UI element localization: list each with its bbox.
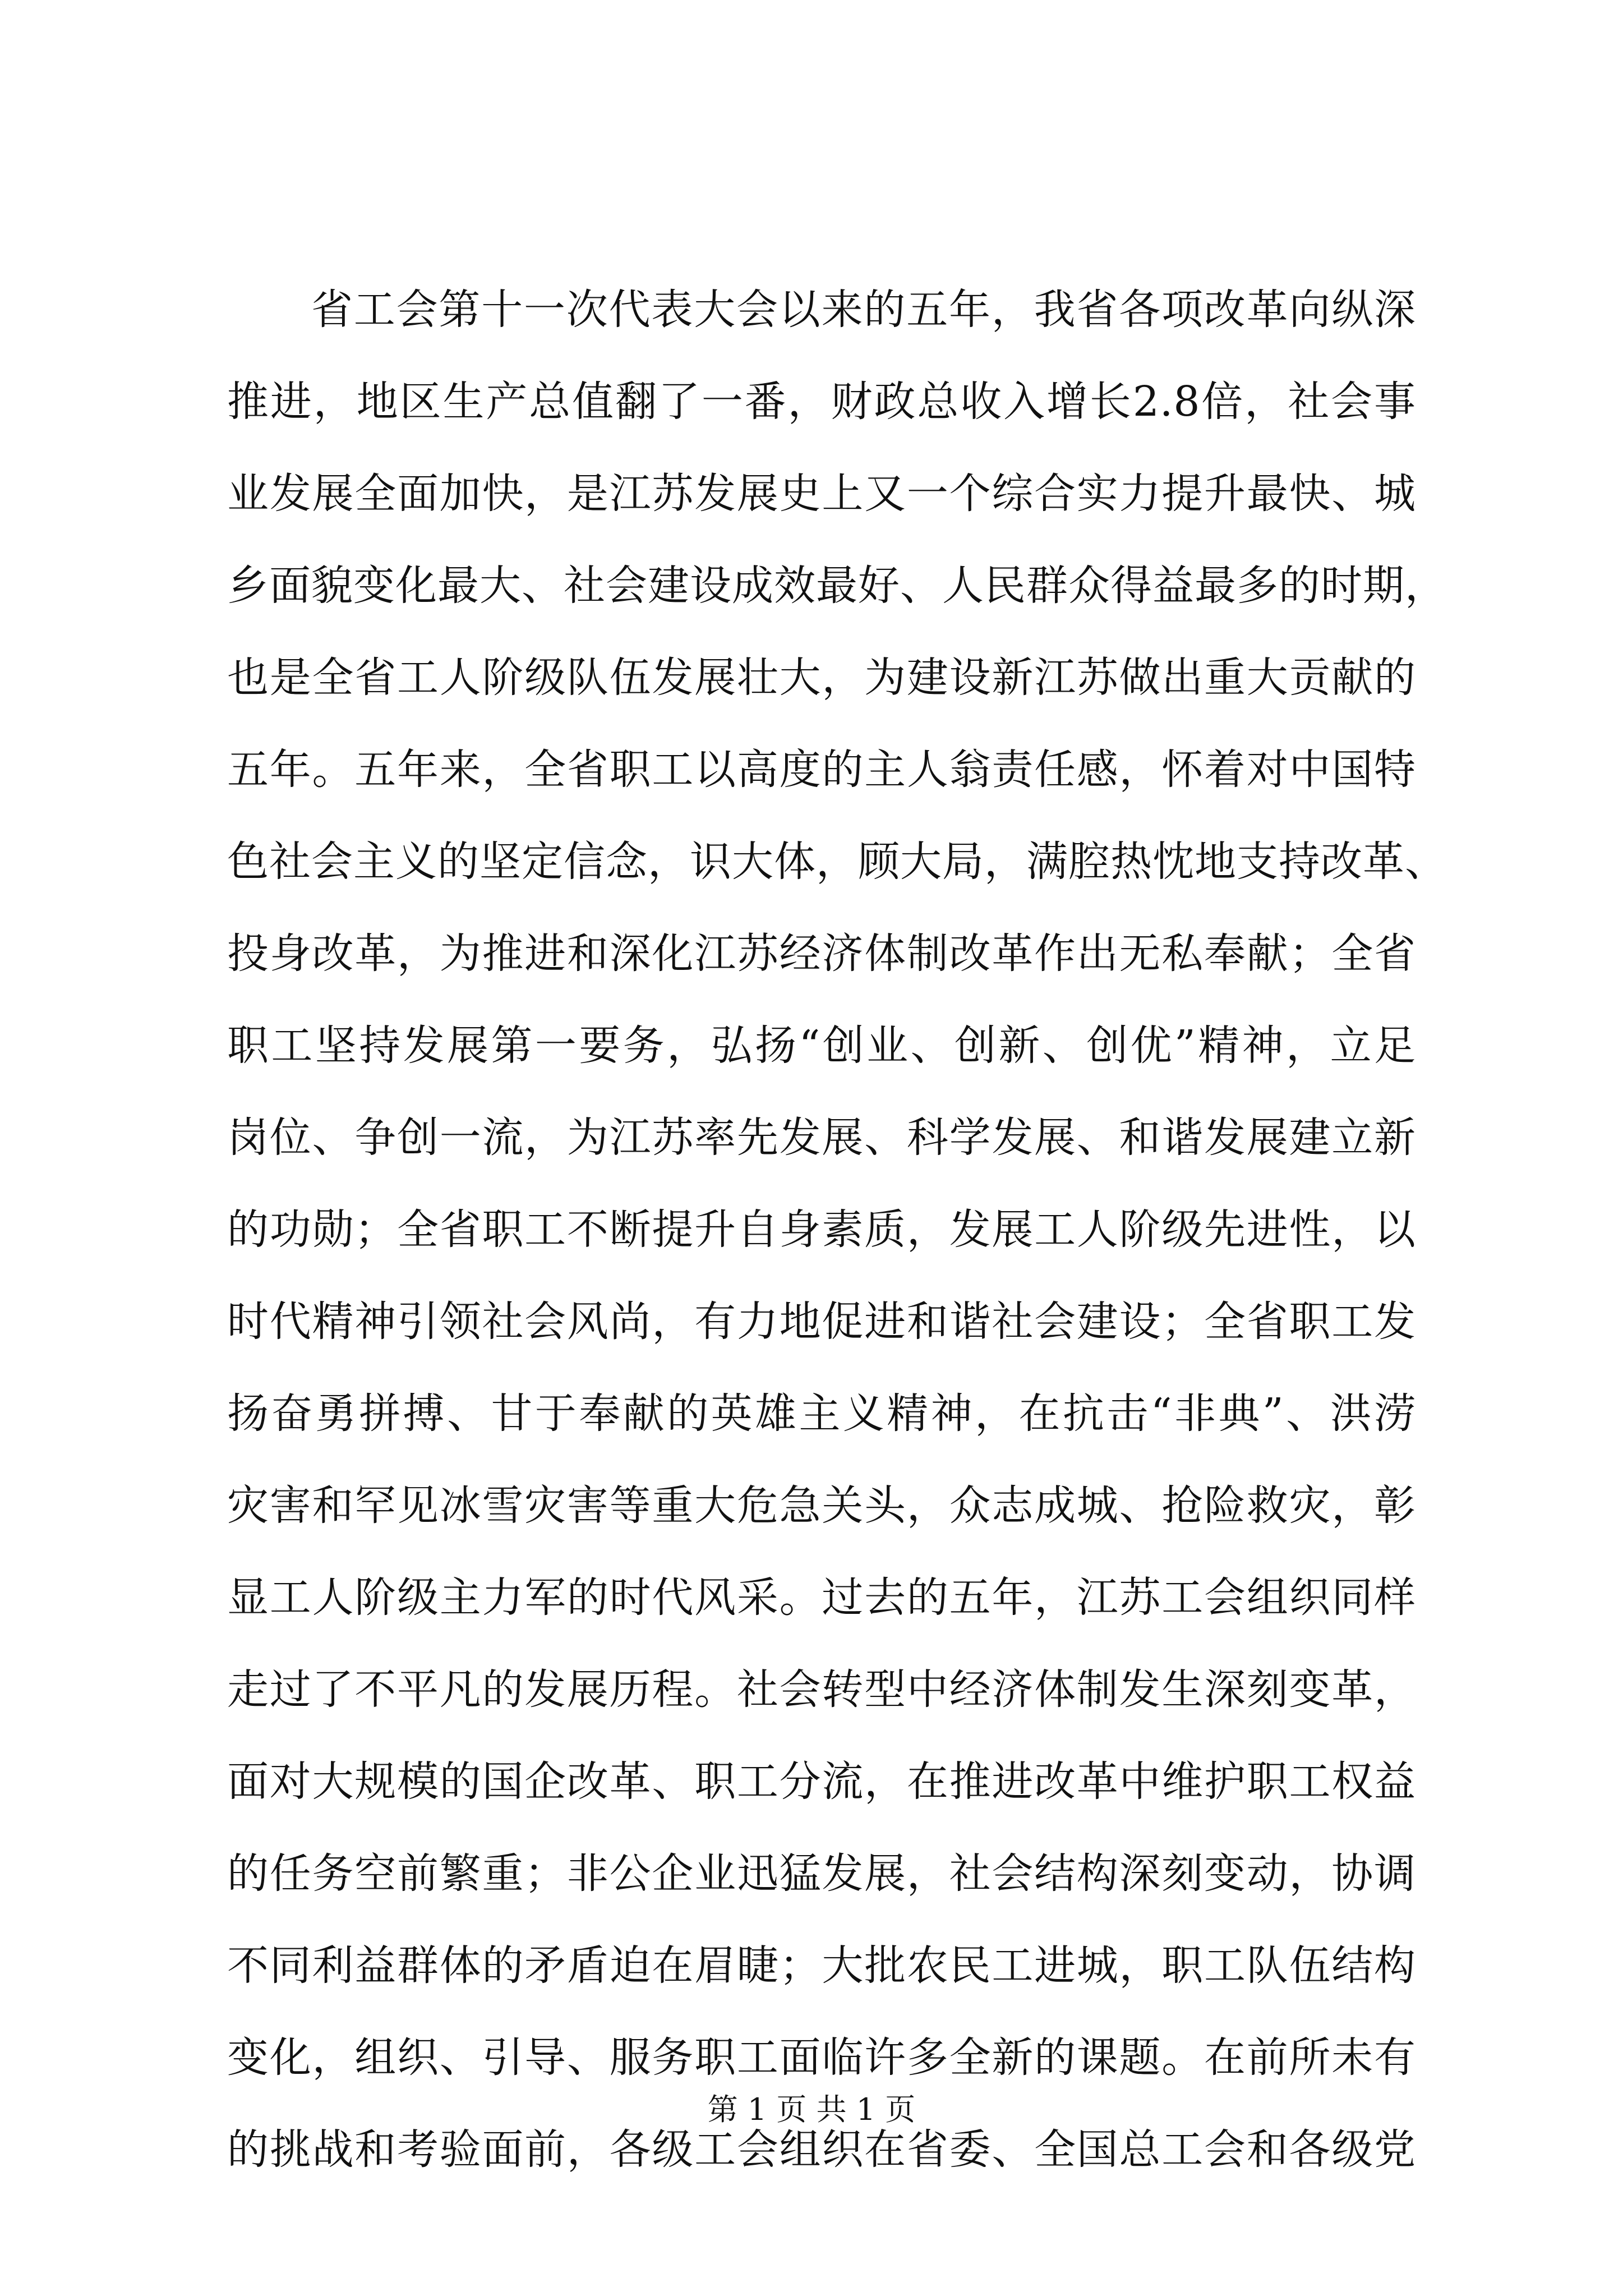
text-line: 灾害和罕见冰雪灾害等重大危急关头，众志成城、抢险救灾，彰	[227, 1481, 1416, 1530]
text-line: 的功勋；全省职工不断提升自身素质，发展工人阶级先进性，以	[227, 1205, 1416, 1254]
text-line: 推进，地区生产总值翻了一番，财政总收入增长2.8倍，社会事	[227, 378, 1416, 426]
text-line: 不同利益群体的矛盾迫在眉睫；大批农民工进城，职工队伍结构	[227, 1941, 1416, 1990]
text-line: 省工会第十一次代表大会以来的五年，我省各项改革向纵深	[311, 286, 1416, 334]
body-paragraph	[227, 264, 1447, 2196]
text-line: 五年。五年来，全省职工以高度的主人翁责任感，怀着对中国特	[227, 746, 1416, 794]
text-line: 时代精神引领社会风尚，有力地促进和谐社会建设；全省职工发	[227, 1297, 1416, 1346]
text-line: 乡面貌变化最大、社会建设成效最好、人民群众得益最多的时期，	[227, 562, 1447, 610]
text-line: 色社会主义的坚定信念，识大体，顾大局，满腔热忱地支持改革、	[227, 838, 1447, 886]
text-line: 的挑战和考验面前，各级工会组织在省委、全国总工会和各级党	[227, 2125, 1416, 2174]
text-line: 也是全省工人阶级队伍发展壮大，为建设新江苏做出重大贡献的	[227, 654, 1416, 702]
text-line: 岗位、争创一流，为江苏率先发展、科学发展、和谐发展建立新	[227, 1114, 1416, 1162]
text-line: 面对大规模的国企改革、职工分流，在推进改革中维护职工权益	[227, 1757, 1416, 1806]
text-line: 显工人阶级主力军的时代风采。过去的五年，江苏工会组织同样	[227, 1573, 1416, 1622]
text-line: 投身改革，为推进和深化江苏经济体制改革作出无私奉献；全省	[227, 930, 1416, 978]
text-line: 职工坚持发展第一要务，弘扬“创业、创新、创优”精神，立足	[227, 1022, 1416, 1070]
text-line: 走过了不平凡的发展历程。社会转型中经济体制发生深刻变革，	[227, 1665, 1416, 1714]
page-number-label: 第 1 页 共 1 页	[707, 2092, 916, 2127]
text-line: 扬奋勇拼搏、甘于奉献的英雄主义精神，在抗击“非典”、洪涝	[227, 1389, 1416, 1438]
text-line: 变化，组织、引导、服务职工面临许多全新的课题。在前所未有	[227, 2033, 1416, 2082]
page-footer	[0, 2090, 1623, 2129]
text-line: 业发展全面加快，是江苏发展史上又一个综合实力提升最快、城	[227, 470, 1416, 518]
text-line: 的任务空前繁重；非公企业迅猛发展，社会结构深刻变动，协调	[227, 1849, 1416, 1898]
